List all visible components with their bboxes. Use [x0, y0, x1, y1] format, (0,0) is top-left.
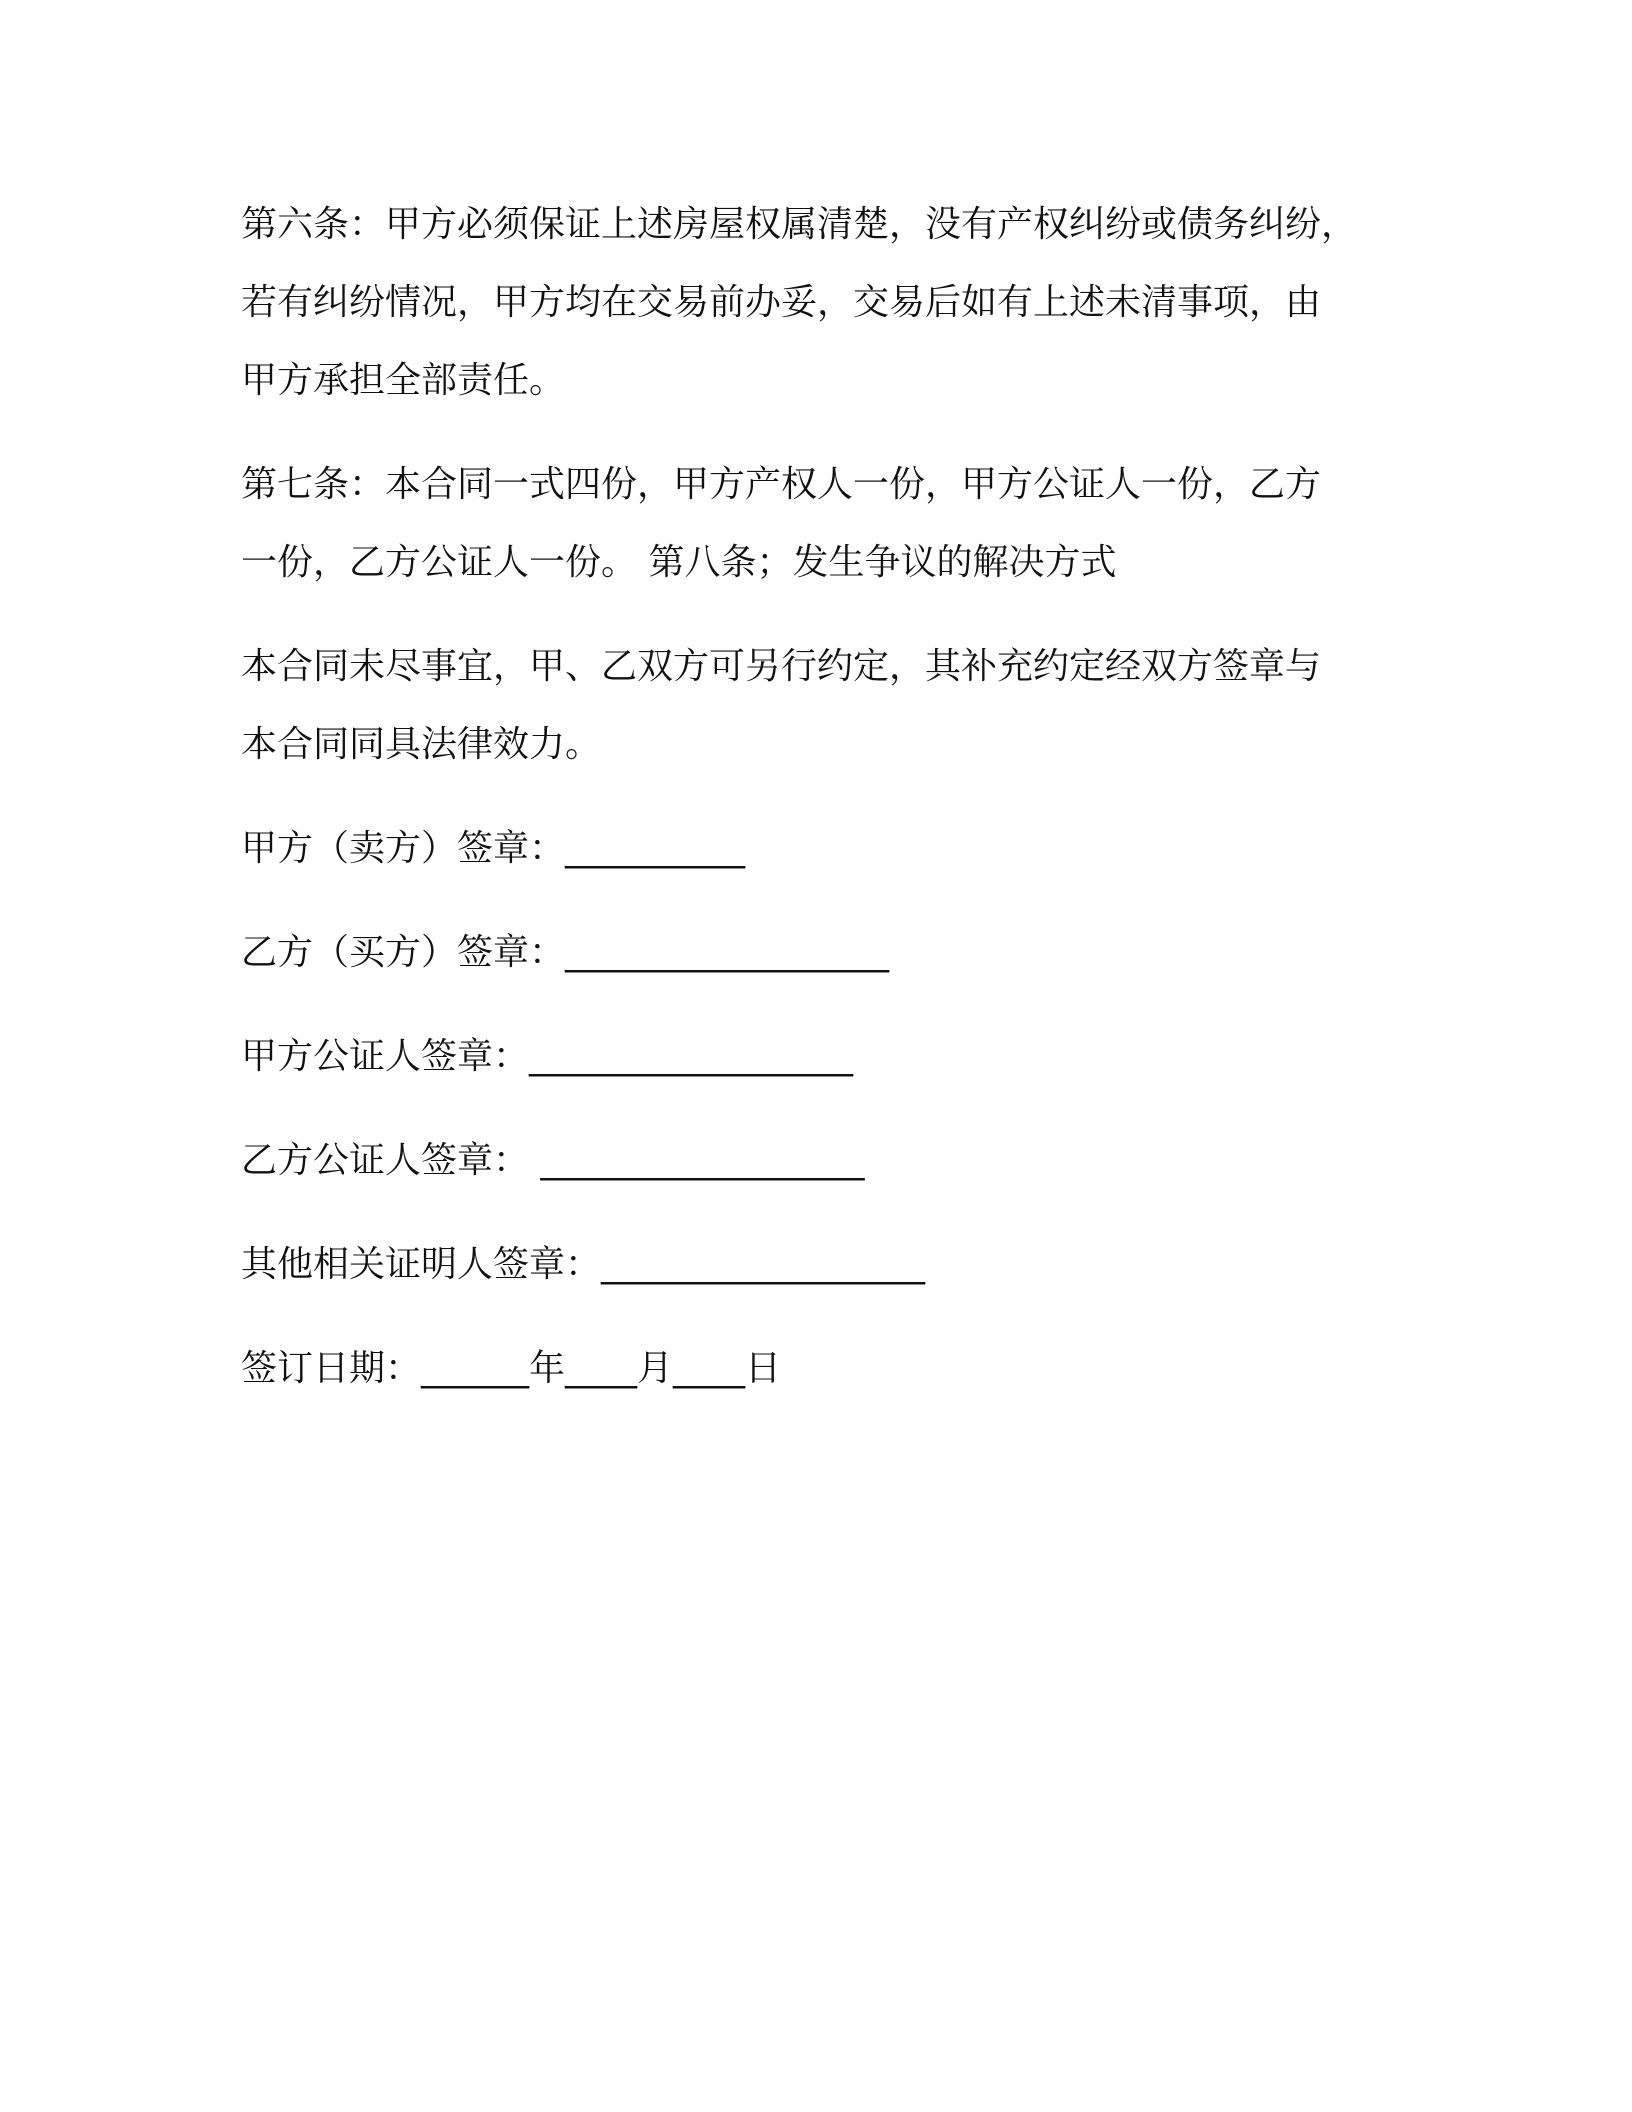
article-7	[241, 446, 1391, 602]
article-7-line-1: 第七条：本合同一式四份，甲方产权人一份，甲方公证人一份，乙方	[241, 464, 1322, 505]
contract-body	[241, 186, 1391, 1408]
signature-block	[241, 810, 1391, 1408]
signing-date: 签订日期：______年____月____日	[241, 1348, 782, 1389]
article-6-line-2: 若有纠纷情况，甲方均在交易前办妥，交易后如有上述未清事项，由	[241, 282, 1322, 323]
article-7-line-2: 一份，乙方公证人一份。 第八条；发生争议的解决方式	[241, 542, 1117, 583]
buyer-notary-signature: 乙方公证人签章： __________________	[241, 1140, 865, 1181]
buyer-signature: 乙方（买方）签章：__________________	[241, 932, 890, 973]
seller-signature: 甲方（卖方）签章：__________	[241, 828, 746, 869]
supplement-clause	[241, 628, 1391, 784]
seller-notary-signature: 甲方公证人签章：__________________	[241, 1036, 854, 1077]
article-6-line-1: 第六条：甲方必须保证上述房屋权属清楚，没有产权纠纷或债务纠纷，	[241, 204, 1358, 245]
supplement-line-2: 本合同同具法律效力。	[241, 724, 602, 765]
article-6-line-3: 甲方承担全部责任。	[241, 360, 566, 401]
supplement-line-1: 本合同未尽事宜，甲、乙双方可另行约定，其补充约定经双方签章与	[241, 646, 1322, 687]
article-6	[241, 186, 1391, 420]
other-witness-signature: 其他相关证明人签章：__________________	[241, 1244, 926, 1285]
